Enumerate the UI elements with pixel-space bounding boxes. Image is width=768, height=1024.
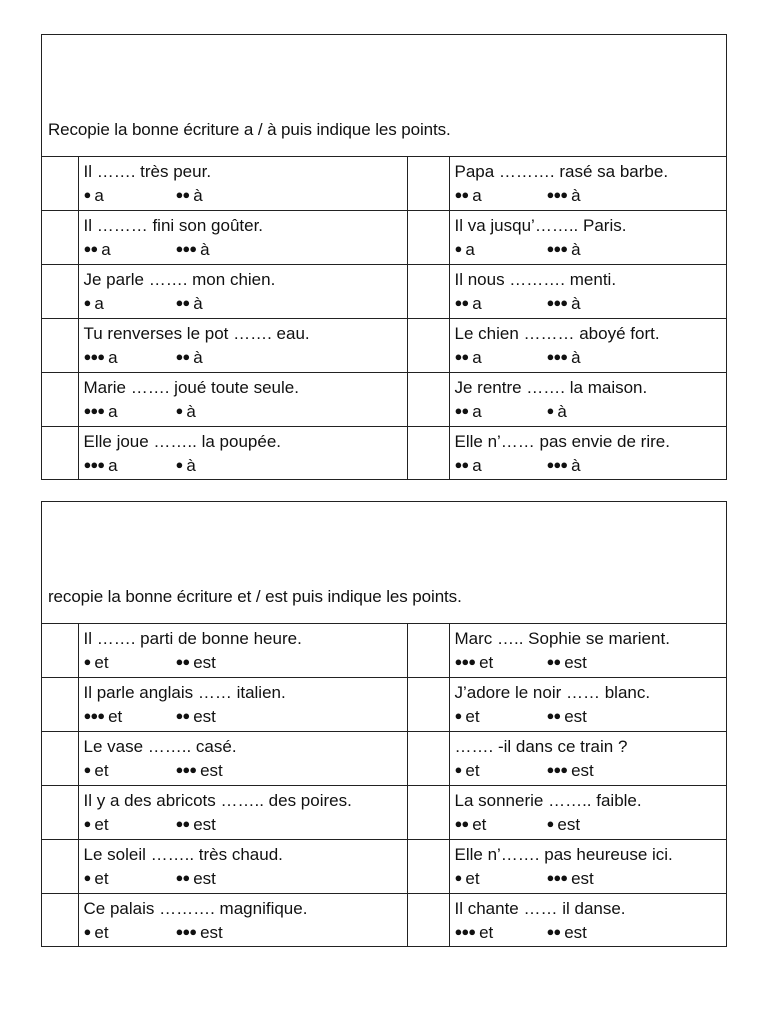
option-first xyxy=(84,921,176,945)
answer-box-right[interactable] xyxy=(407,157,449,211)
exercise-grid xyxy=(42,157,726,480)
dots-icon: ● xyxy=(83,870,91,885)
option-second xyxy=(176,400,196,424)
dots-icon: ●● xyxy=(175,654,190,669)
exercise-item-right xyxy=(449,624,726,678)
dots-icon: ●● xyxy=(546,708,561,723)
answer-box-left[interactable] xyxy=(42,678,78,732)
exercise-item-left xyxy=(78,373,407,427)
exercise-header xyxy=(42,35,726,157)
option-label: et xyxy=(472,815,487,834)
exercise-item-right xyxy=(449,732,726,786)
dots-icon: ● xyxy=(83,924,91,939)
answer-box-right[interactable] xyxy=(407,894,449,948)
dots-icon: ● xyxy=(83,654,91,669)
dots-icon: ●●● xyxy=(83,457,105,472)
option-label: à xyxy=(571,348,581,367)
option-first xyxy=(455,400,547,424)
sentence-text: La sonnerie …….. faible. xyxy=(454,791,642,810)
option-label: a xyxy=(108,402,118,421)
sentence-text: Elle n’…… pas envie de rire. xyxy=(454,432,670,451)
dots-icon: ●●● xyxy=(175,241,197,256)
option-label: est xyxy=(557,815,581,834)
sentence-text: Il ……. parti de bonne heure. xyxy=(83,629,302,648)
dots-icon: ●●● xyxy=(546,187,568,202)
option-label: à xyxy=(193,186,203,205)
sentence-text: Le chien ……… aboyé fort. xyxy=(454,324,660,343)
exercise-row xyxy=(42,624,726,678)
answer-options xyxy=(450,921,727,945)
sentence-text: Il ……… fini son goûter. xyxy=(83,216,264,235)
dots-icon: ●● xyxy=(546,924,561,939)
dots-icon: ●● xyxy=(454,295,469,310)
dots-icon: ●●● xyxy=(83,708,105,723)
option-second xyxy=(547,238,581,262)
option-label: à xyxy=(186,402,196,421)
answer-options xyxy=(79,346,407,370)
answer-options xyxy=(79,292,407,316)
option-label: à xyxy=(571,456,581,475)
option-second xyxy=(176,292,203,316)
option-second xyxy=(547,400,567,424)
dots-icon: ●● xyxy=(454,349,469,364)
answer-options xyxy=(450,346,727,370)
answer-options xyxy=(79,238,407,262)
option-second xyxy=(547,651,587,675)
exercise-item-left xyxy=(78,786,407,840)
answer-box-right[interactable] xyxy=(407,319,449,373)
option-first xyxy=(455,346,547,370)
option-first xyxy=(455,651,547,675)
exercise-item-left xyxy=(78,211,407,265)
exercise-row xyxy=(42,732,726,786)
answer-options xyxy=(450,813,727,837)
option-label: a xyxy=(108,456,118,475)
exercise-item-left xyxy=(78,319,407,373)
exercise-grid xyxy=(42,624,726,947)
option-first xyxy=(84,813,176,837)
option-label: et xyxy=(94,653,109,672)
exercise-item-right xyxy=(449,678,726,732)
dots-icon: ●●● xyxy=(454,654,476,669)
option-label: est xyxy=(564,653,587,672)
option-first xyxy=(84,238,176,262)
sentence-text: Le vase …….. casé. xyxy=(83,737,237,756)
option-label: a xyxy=(101,240,111,259)
dots-icon: ●●● xyxy=(83,349,105,364)
option-second xyxy=(547,867,594,891)
sentence-text: Il y a des abricots …….. des poires. xyxy=(83,791,352,810)
option-label: est xyxy=(193,815,216,834)
sentence-text: Ce palais ………. magnifique. xyxy=(83,899,308,918)
option-label: et xyxy=(465,707,480,726)
answer-options xyxy=(79,759,407,783)
dots-icon: ●● xyxy=(546,654,561,669)
option-label: à xyxy=(200,240,210,259)
answer-box-right[interactable] xyxy=(407,840,449,894)
option-label: et xyxy=(465,761,480,780)
dots-icon: ●● xyxy=(175,870,190,885)
answer-options xyxy=(450,454,727,478)
option-label: est xyxy=(193,869,216,888)
option-label: a xyxy=(472,402,482,421)
dots-icon: ●●● xyxy=(175,762,197,777)
option-first xyxy=(455,184,547,208)
answer-box-left[interactable] xyxy=(42,786,78,840)
dots-icon: ●● xyxy=(83,241,98,256)
answer-options xyxy=(450,651,727,675)
exercise-instruction: Recopie la bonne écriture a / à puis indique les points. xyxy=(48,120,451,139)
option-label: est xyxy=(200,761,223,780)
sentence-text: Il va jusqu’…….. Paris. xyxy=(454,216,627,235)
option-label: et xyxy=(94,923,109,942)
exercise-item-right xyxy=(449,319,726,373)
sentence-text: Papa ………. rasé sa barbe. xyxy=(454,162,669,181)
answer-box-left[interactable] xyxy=(42,373,78,427)
exercise-item-right xyxy=(449,786,726,840)
exercise-row xyxy=(42,427,726,481)
option-first xyxy=(455,705,547,729)
option-first xyxy=(84,400,176,424)
exercise-item-right xyxy=(449,427,726,481)
answer-options xyxy=(450,867,727,891)
answer-box-right[interactable] xyxy=(407,211,449,265)
option-second xyxy=(176,921,223,945)
option-first xyxy=(455,867,547,891)
option-label: a xyxy=(472,456,482,475)
answer-options xyxy=(79,867,407,891)
answer-options xyxy=(79,651,407,675)
option-second xyxy=(547,705,587,729)
exercise-item-left xyxy=(78,678,407,732)
exercise-row xyxy=(42,265,726,319)
option-label: et xyxy=(94,869,109,888)
dots-icon: ●● xyxy=(175,816,190,831)
option-second xyxy=(176,813,216,837)
exercise-card-et-est xyxy=(41,501,727,947)
answer-options xyxy=(450,292,727,316)
option-second xyxy=(176,346,203,370)
dots-icon: ● xyxy=(83,187,91,202)
exercise-item-left xyxy=(78,840,407,894)
exercise-item-right xyxy=(449,894,726,948)
option-label: est xyxy=(193,653,216,672)
sentence-text: Il nous ………. menti. xyxy=(454,270,617,289)
exercise-row xyxy=(42,373,726,427)
exercise-item-right xyxy=(449,840,726,894)
option-second xyxy=(176,454,196,478)
dots-icon: ●● xyxy=(454,816,469,831)
dots-icon: ●●● xyxy=(546,241,568,256)
option-second xyxy=(176,238,210,262)
sentence-text: Il ……. très peur. xyxy=(83,162,212,181)
dots-icon: ●● xyxy=(175,295,190,310)
option-first xyxy=(455,759,547,783)
exercise-item-left xyxy=(78,427,407,481)
sentence-text: Elle joue …….. la poupée. xyxy=(83,432,282,451)
exercise-row xyxy=(42,678,726,732)
option-label: et xyxy=(465,869,480,888)
option-label: est xyxy=(564,923,587,942)
option-first xyxy=(84,454,176,478)
answer-box-left[interactable] xyxy=(42,265,78,319)
exercise-row xyxy=(42,840,726,894)
dots-icon: ●●● xyxy=(175,924,197,939)
answer-box-left[interactable] xyxy=(42,427,78,481)
answer-options xyxy=(79,813,407,837)
answer-options xyxy=(450,400,727,424)
dots-icon: ● xyxy=(83,295,91,310)
answer-box-right[interactable] xyxy=(407,265,449,319)
option-first xyxy=(84,346,176,370)
option-label: à xyxy=(193,294,203,313)
option-label: à xyxy=(571,240,581,259)
option-second xyxy=(547,454,581,478)
answer-options xyxy=(450,184,727,208)
option-first xyxy=(84,867,176,891)
dots-icon: ● xyxy=(175,403,183,418)
option-second xyxy=(547,346,581,370)
option-first xyxy=(84,705,176,729)
sentence-text: Je parle ……. mon chien. xyxy=(83,270,276,289)
dots-icon: ●● xyxy=(454,403,469,418)
answer-options xyxy=(79,705,407,729)
exercise-row xyxy=(42,211,726,265)
option-first xyxy=(455,292,547,316)
exercise-item-right xyxy=(449,211,726,265)
option-label: est xyxy=(564,707,587,726)
dots-icon: ●●● xyxy=(546,762,568,777)
dots-icon: ●●● xyxy=(546,295,568,310)
answer-box-left[interactable] xyxy=(42,894,78,948)
dots-icon: ●● xyxy=(175,187,190,202)
sentence-text: Elle n’……. pas heureuse ici. xyxy=(454,845,673,864)
option-first xyxy=(84,759,176,783)
option-first xyxy=(84,292,176,316)
option-label: a xyxy=(108,348,118,367)
sentence-text: Je rentre ……. la maison. xyxy=(454,378,648,397)
dots-icon: ●●● xyxy=(546,870,568,885)
answer-box-right[interactable] xyxy=(407,678,449,732)
option-first xyxy=(455,921,547,945)
answer-options xyxy=(79,400,407,424)
answer-box-left[interactable] xyxy=(42,157,78,211)
answer-box-left[interactable] xyxy=(42,319,78,373)
answer-options xyxy=(450,759,727,783)
option-label: et xyxy=(479,653,494,672)
option-second xyxy=(547,759,594,783)
dots-icon: ●●● xyxy=(546,457,568,472)
sentence-text: Le soleil …….. très chaud. xyxy=(83,845,283,864)
option-label: a xyxy=(472,186,482,205)
answer-options xyxy=(450,705,727,729)
exercise-item-right xyxy=(449,265,726,319)
sentence-text: Marie ……. joué toute seule. xyxy=(83,378,299,397)
exercise-row xyxy=(42,786,726,840)
dots-icon: ● xyxy=(454,241,462,256)
exercise-row xyxy=(42,157,726,211)
dots-icon: ● xyxy=(454,708,462,723)
answer-options xyxy=(79,184,407,208)
dots-icon: ●● xyxy=(454,187,469,202)
sentence-text: Tu renverses le pot ……. eau. xyxy=(83,324,310,343)
exercise-item-left xyxy=(78,157,407,211)
option-second xyxy=(176,705,216,729)
option-label: est xyxy=(571,869,594,888)
option-label: à xyxy=(571,294,581,313)
option-second xyxy=(176,867,216,891)
answer-box-right[interactable] xyxy=(407,786,449,840)
dots-icon: ●● xyxy=(175,708,190,723)
exercise-item-right xyxy=(449,373,726,427)
option-first xyxy=(455,454,547,478)
exercise-item-right xyxy=(449,157,726,211)
option-second xyxy=(547,921,587,945)
option-label: à xyxy=(186,456,196,475)
sentence-text: ……. -il dans ce train ? xyxy=(454,737,628,756)
sentence-text: Marc ….. Sophie se marient. xyxy=(454,629,670,648)
sentence-text: Il parle anglais …… italien. xyxy=(83,683,286,702)
exercise-card-a-a-accent xyxy=(41,34,727,480)
exercise-header xyxy=(42,502,726,624)
dots-icon: ●● xyxy=(175,349,190,364)
dots-icon: ● xyxy=(546,403,554,418)
answer-box-right[interactable] xyxy=(407,624,449,678)
answer-box-right[interactable] xyxy=(407,373,449,427)
option-second xyxy=(176,651,216,675)
dots-icon: ●●● xyxy=(546,349,568,364)
dots-icon: ● xyxy=(454,762,462,777)
option-first xyxy=(455,238,547,262)
dots-icon: ● xyxy=(83,762,91,777)
dots-icon: ●●● xyxy=(454,924,476,939)
answer-box-left[interactable] xyxy=(42,211,78,265)
answer-options xyxy=(79,454,407,478)
exercise-item-left xyxy=(78,732,407,786)
option-label: et xyxy=(479,923,494,942)
option-first xyxy=(84,651,176,675)
dots-icon: ● xyxy=(454,870,462,885)
option-first xyxy=(84,184,176,208)
answer-options xyxy=(450,238,727,262)
answer-box-left[interactable] xyxy=(42,624,78,678)
option-label: à xyxy=(193,348,203,367)
dots-icon: ● xyxy=(175,457,183,472)
option-label: est xyxy=(571,761,594,780)
answer-box-left[interactable] xyxy=(42,840,78,894)
option-second xyxy=(547,184,581,208)
dots-icon: ● xyxy=(546,816,554,831)
option-second xyxy=(547,292,581,316)
answer-options xyxy=(79,921,407,945)
exercise-item-left xyxy=(78,265,407,319)
exercise-item-left xyxy=(78,894,407,948)
answer-box-right[interactable] xyxy=(407,427,449,481)
exercise-instruction: recopie la bonne écriture et / est puis indique les points. xyxy=(48,587,462,606)
option-second xyxy=(176,184,203,208)
option-label: est xyxy=(193,707,216,726)
option-label: et xyxy=(94,761,109,780)
dots-icon: ● xyxy=(83,816,91,831)
option-first xyxy=(455,813,547,837)
option-label: et xyxy=(94,815,109,834)
option-label: est xyxy=(200,923,223,942)
option-second xyxy=(547,813,581,837)
option-second xyxy=(176,759,223,783)
option-label: et xyxy=(108,707,123,726)
exercise-row xyxy=(42,894,726,948)
exercise-row xyxy=(42,319,726,373)
option-label: a xyxy=(472,348,482,367)
option-label: a xyxy=(472,294,482,313)
dots-icon: ●● xyxy=(454,457,469,472)
option-label: a xyxy=(94,186,104,205)
dots-icon: ●●● xyxy=(83,403,105,418)
option-label: a xyxy=(94,294,104,313)
sentence-text: Il chante …… il danse. xyxy=(454,899,626,918)
option-label: à xyxy=(557,402,567,421)
sentence-text: J’adore le noir …… blanc. xyxy=(454,683,651,702)
option-label: a xyxy=(465,240,475,259)
answer-box-right[interactable] xyxy=(407,732,449,786)
answer-box-left[interactable] xyxy=(42,732,78,786)
option-label: à xyxy=(571,186,581,205)
exercise-item-left xyxy=(78,624,407,678)
